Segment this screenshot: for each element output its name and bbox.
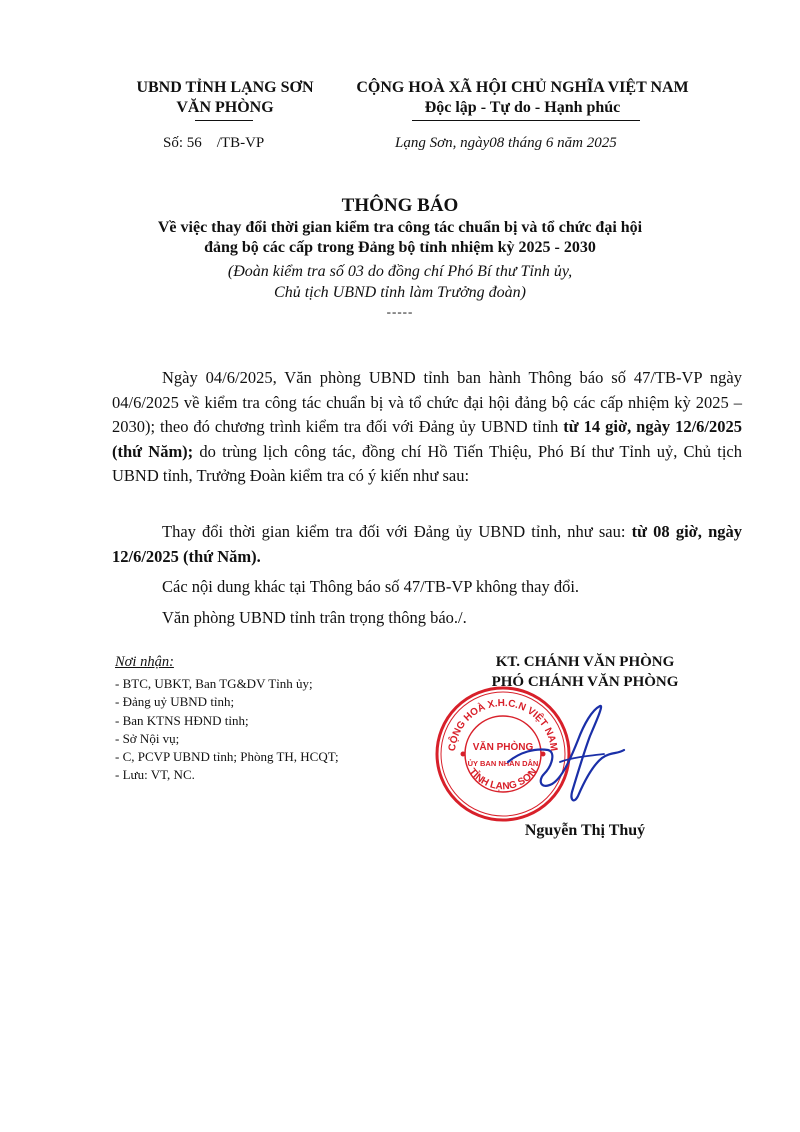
paragraph-3: Các nội dung khác tại Thông báo số 47/TB-VP không thay đổi. bbox=[162, 577, 580, 596]
paragraph-2-text-a: Thay đổi thời gian kiểm tra đối với Đảng ủy UBND tỉnh, như sau: bbox=[162, 522, 632, 541]
inspection-team-note bbox=[80, 261, 720, 303]
subject-line-2: đảng bộ các cấp trong Đảng bộ tỉnh nhiệm kỳ 2025 - 2030 bbox=[204, 239, 596, 256]
motto: Độc lập - Tự do - Hạnh phúc bbox=[424, 99, 621, 116]
subject-line-1: Về việc thay đổi thời gian kiểm tra công tác chuẩn bị và tổ chức đại hội bbox=[157, 219, 643, 236]
seal-star-left bbox=[461, 752, 466, 757]
signer-name: Nguyễn Thị Thuý bbox=[524, 822, 646, 839]
recipient-item: - BTC, UBKT, Ban TG&DV Tỉnh ủy; bbox=[115, 676, 313, 691]
document-subject bbox=[80, 218, 720, 258]
recipient-item: - Lưu: VT, NC. bbox=[115, 767, 195, 783]
recipient-item: - C, PCVP UBND tỉnh; Phòng TH, HCQT; bbox=[115, 749, 339, 765]
seal-ring-text-bottom: TỈNH LẠNG SƠN bbox=[466, 766, 540, 793]
paragraph-1-text-a: Ngày 04/6/2025, Văn phòng UBND tỉnh ban hành Thông báo số 47/TB-VP ngày 04/6/2025 về kiểm tra công tác chuẩn bị và tổ chức đại hội đảng bộ các cấp nhiệm kỳ 2025 – 2030); theo đó chương trình kiểm tra đối với Đảng ủy UBND tỉnh bbox=[112, 368, 742, 436]
office-name: VĂN PHÒNG bbox=[176, 99, 274, 116]
recipients-title: Nơi nhận: bbox=[115, 654, 174, 670]
original-schedule: từ 14 giờ, ngày 12/6/2025 (thứ Năm); bbox=[112, 417, 742, 461]
paragraph-2 bbox=[112, 520, 742, 569]
paragraph-1-text-c: do trùng lịch công tác, đồng chí Hồ Tiến Thiệu, Phó Bí thư Tỉnh uỷ, Chủ tịch UBND tỉnh, Trưởng Đoàn kiểm tra có ý kiến như sau: bbox=[112, 441, 743, 485]
title-separator: ----- bbox=[386, 304, 414, 319]
agency-name: UBND TỈNH LẠNG SƠN bbox=[136, 79, 314, 96]
paragraph-1 bbox=[112, 366, 742, 489]
issuing-agency bbox=[110, 78, 340, 118]
recipients-list bbox=[115, 675, 339, 785]
signature-title-line-2: PHÓ CHÁNH VĂN PHÒNG bbox=[491, 674, 679, 690]
handwritten-signature bbox=[500, 700, 630, 810]
motto-underline bbox=[412, 120, 640, 121]
place-date: Lạng Sơn, ngày08 tháng 6 năm 2025 bbox=[395, 135, 617, 151]
agency-underline bbox=[195, 120, 253, 121]
seal-center-line-2: ỦY BAN NHÂN DÂN bbox=[467, 759, 539, 768]
recipient-item: - Đảng uỷ UBND tỉnh; bbox=[115, 694, 235, 710]
seal-center-line-1: VĂN PHÒNG bbox=[472, 742, 534, 753]
note-line-1: (Đoàn kiểm tra số 03 do đồng chí Phó Bí thư Tỉnh ủy, bbox=[227, 263, 573, 280]
document-number: Số: 56 /TB-VP bbox=[163, 135, 265, 151]
paragraph-4: Văn phòng UBND tỉnh trân trọng thông báo./. bbox=[162, 608, 467, 627]
recipient-item: - Ban KTNS HĐND tỉnh; bbox=[115, 712, 249, 728]
seal-ring-text-top: CỘNG HOÀ X.H.C.N VIỆT NAM bbox=[447, 697, 560, 752]
recipient-item: - Sở Nội vụ; bbox=[115, 730, 180, 746]
note-line-2: Chủ tịch UBND tỉnh làm Trưởng đoàn) bbox=[274, 284, 526, 301]
national-motto bbox=[335, 78, 710, 118]
nation-name: CỘNG HOÀ XÃ HỘI CHỦ NGHĨA VIỆT NAM bbox=[356, 79, 689, 96]
signature-title-line-1: KT. CHÁNH VĂN PHÒNG bbox=[495, 654, 675, 670]
new-schedule: từ 08 giờ, ngày 12/6/2025 (thứ Năm). bbox=[112, 522, 743, 566]
document-title: THÔNG BÁO bbox=[341, 195, 459, 216]
